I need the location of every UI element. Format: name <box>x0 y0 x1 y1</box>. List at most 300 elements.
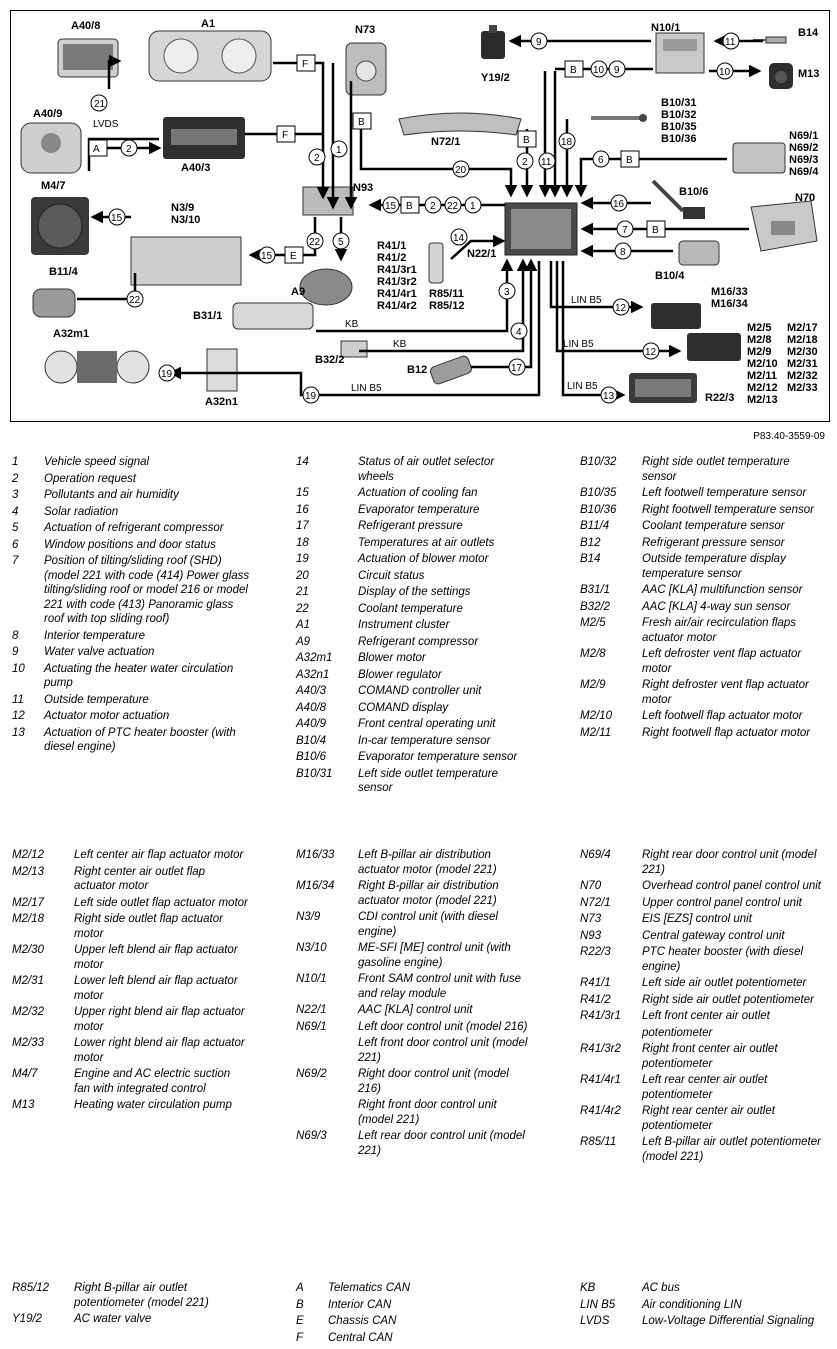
label-m47: M4/7 <box>41 180 66 192</box>
signal-2-c: 2 <box>522 157 528 168</box>
legend-description: Actuating the heater water circulation pump <box>44 662 234 689</box>
component-m13 <box>769 63 793 89</box>
legend-description: Vehicle speed signal <box>44 456 150 468</box>
component-b12 <box>429 355 473 386</box>
legend-key: M4/7 <box>12 1068 38 1080</box>
legend-key: B31/1 <box>580 584 611 596</box>
legend-item <box>296 750 533 765</box>
legend-item <box>12 1281 249 1310</box>
legend-key: B32/2 <box>580 600 611 613</box>
component-r223 <box>629 373 697 403</box>
legend-description: Left door control unit (model 216) <box>358 1020 528 1033</box>
label-a1: A1 <box>201 18 216 30</box>
legend-item <box>580 678 827 707</box>
legend-description: Display of the settings <box>358 586 471 598</box>
legend-description: Interior CAN <box>328 1298 392 1311</box>
legend-description: Window positions and door status <box>44 538 216 551</box>
signal-1-a: 1 <box>336 145 342 156</box>
legend-item <box>580 616 827 645</box>
signal-12-a: 12 <box>615 303 627 314</box>
legend-description: Engine and AC electric suction fan with integrated control <box>74 1068 231 1095</box>
component-n70 <box>751 201 817 251</box>
legend-description: Left B-pillar air distribution actuator motor (model 221) <box>358 849 497 876</box>
label-n692: N69/2 <box>789 142 819 154</box>
legend-description: Right rear center air outlet potentiometer <box>642 1105 775 1132</box>
legend-item <box>580 896 827 911</box>
legend-description: Right center air outlet flap actuator motor <box>74 865 206 892</box>
component-b31-1 <box>233 303 313 329</box>
legend-item <box>580 709 827 724</box>
legend-key: B10/4 <box>296 734 327 747</box>
component-a32n1 <box>207 349 237 391</box>
signal-10-a: 10 <box>593 65 605 76</box>
signal-13: 13 <box>603 391 615 402</box>
legend-description: Front central operating unit <box>358 718 496 730</box>
legend-key: A40/3 <box>296 685 327 697</box>
legend-description: Front SAM control unit with fuse and relay module <box>358 973 521 1000</box>
legend-description: Telematics CAN <box>328 1282 411 1294</box>
legend-item <box>296 972 533 1001</box>
wire-label-lin-1: LIN B5 <box>571 295 602 306</box>
label-m28: M2/8 <box>747 334 772 346</box>
legend-description: Low-Voltage Differential Signaling <box>642 1315 815 1327</box>
component-n721 <box>399 113 521 135</box>
signal-22-a: 22 <box>447 201 459 212</box>
legend-block <box>580 848 827 1166</box>
wire-label-kb-1: KB <box>345 319 359 330</box>
legend-key: 5 <box>12 522 19 534</box>
legend-item <box>580 519 827 534</box>
legend-item <box>12 505 254 520</box>
legend-item <box>296 503 533 518</box>
legend-description: Instrument cluster <box>358 619 450 631</box>
legend-description: Right rear door control unit (model 221) <box>642 849 817 876</box>
label-m230: M2/30 <box>787 346 818 358</box>
component-n101 <box>656 33 704 73</box>
legend-description: Actuation of blower motor <box>358 553 489 565</box>
legend-item <box>12 645 254 660</box>
legend-item <box>580 1298 832 1313</box>
component-r8511 <box>429 243 443 283</box>
legend-item <box>296 1020 533 1035</box>
label-m231: M2/31 <box>787 358 818 370</box>
legend-item <box>580 536 827 551</box>
signal-11-b: 11 <box>725 37 736 48</box>
legend-key: R41/1 <box>580 977 611 989</box>
label-r8511: R85/11 <box>429 288 464 300</box>
legend-description: Left B-pillar air outlet potentiometer (model 221) <box>642 1136 821 1163</box>
legend-key: M2/17 <box>12 896 44 909</box>
legend-key: B10/35 <box>580 487 617 499</box>
legend-item <box>296 552 533 567</box>
legend-key: 12 <box>12 710 25 722</box>
legend-item <box>12 709 254 724</box>
label-a32m1: A32m1 <box>53 328 90 340</box>
legend-description: PTC heater booster (with diesel engine) <box>642 946 804 973</box>
bus-tag-b-2: B <box>523 135 530 146</box>
legend-item <box>296 618 533 633</box>
legend-item <box>12 896 249 911</box>
legend-key: A32m1 <box>296 652 333 664</box>
label-n693: N69/3 <box>789 154 819 166</box>
legend-item <box>12 488 254 503</box>
legend-description: AAC [KLA] multifunction sensor <box>642 584 803 596</box>
legend-key: 11 <box>12 693 24 706</box>
label-b1031: B10/31 <box>661 97 697 109</box>
legend-block <box>12 848 249 1115</box>
legend-description: AAC [KLA] 4-way sun sensor <box>642 600 791 613</box>
legend-description: Left front door control unit (model 221) <box>358 1037 528 1064</box>
legend-key: 22 <box>296 602 309 615</box>
label-b12: B12 <box>407 364 428 376</box>
diagram-canvas <box>11 11 829 421</box>
legend-description: Lower right blend air flap actuator motor <box>74 1037 245 1064</box>
legend-item <box>296 1314 503 1329</box>
legend-key: N69/4 <box>580 849 611 861</box>
component-n69 <box>733 143 785 173</box>
component-a9 <box>300 269 352 305</box>
legend-item <box>296 1036 533 1065</box>
legend-description: Left side outlet temperature sensor <box>358 767 498 794</box>
legend-description: Lower left blend air flap actuator motor <box>74 975 238 1002</box>
legend-key: N3/10 <box>296 942 327 954</box>
signal-19-a: 19 <box>161 369 173 380</box>
legend-description: Actuation of PTC heater booster (with diesel engine) <box>44 726 236 753</box>
legend-key: N73 <box>580 913 602 925</box>
label-n93: N93 <box>353 182 374 194</box>
label-r413r2: R41/3r2 <box>377 276 417 288</box>
legend-item <box>12 1067 249 1096</box>
legend-description: Chassis CAN <box>328 1315 397 1327</box>
component-n39 <box>131 237 241 285</box>
legend-item <box>296 879 533 908</box>
legend-description: Left side air outlet potentiometer <box>642 977 807 989</box>
legend-item <box>580 945 827 974</box>
label-m210: M2/10 <box>747 358 778 370</box>
label-a409: A40/9 <box>33 108 63 120</box>
legend-item <box>580 1042 827 1071</box>
legend-key: M2/13 <box>12 865 44 878</box>
legend-item <box>296 1129 533 1158</box>
legend-description: Right side air outlet potentiometer <box>642 993 814 1006</box>
legend-item <box>12 472 254 487</box>
signal-5: 5 <box>338 237 344 248</box>
legend-item <box>580 912 827 927</box>
component-b11-4 <box>33 289 75 317</box>
wire-label-kb-2: KB <box>393 339 407 350</box>
signal-22-b: 22 <box>309 237 321 248</box>
legend-description: Right side outlet flap actuator motor <box>74 913 223 940</box>
legend-key: R85/11 <box>580 1136 617 1148</box>
legend-item <box>296 910 533 939</box>
legend-description: Solar radiation <box>44 505 119 518</box>
legend-description: Outside temperature display temperature sensor <box>642 553 786 580</box>
legend-description: Right footwell temperature sensor <box>642 503 814 516</box>
legend-key: M2/11 <box>580 726 612 739</box>
legend-item <box>580 503 827 518</box>
legend-key: B12 <box>580 536 601 549</box>
legend-key: R41/2 <box>580 993 611 1006</box>
signal-22-c: 22 <box>129 295 141 306</box>
legend-description: Outside temperature <box>44 693 149 706</box>
label-n221: N22/1 <box>467 248 497 260</box>
legend-description: Water valve actuation <box>44 646 155 658</box>
legend-key: A32n1 <box>296 668 330 681</box>
legend-description: Right front center air outlet potentiometer <box>642 1043 778 1070</box>
legend-key: R41/4r1 <box>580 1074 621 1086</box>
legend-item <box>580 455 827 484</box>
legend-item <box>12 1098 249 1113</box>
bus-tag-b-3: B <box>570 65 577 76</box>
legend-description: Interior temperature <box>44 629 145 642</box>
legend-key: LVDS <box>580 1315 610 1327</box>
legend-item <box>296 519 533 534</box>
signal-20: 20 <box>455 165 467 176</box>
legend-key <box>296 1098 358 1127</box>
label-r412: R41/2 <box>377 252 407 264</box>
legend-item <box>580 929 827 944</box>
legend-key: R41/3r2 <box>580 1043 621 1055</box>
legend-item <box>580 486 827 501</box>
label-m13: M13 <box>798 68 820 80</box>
legend-item <box>580 1026 827 1041</box>
signal-8: 8 <box>620 247 626 258</box>
legend-key: KB <box>580 1282 596 1294</box>
component-a1 <box>149 31 271 81</box>
component-n221 <box>505 203 577 255</box>
legend-item <box>12 662 254 691</box>
legend-item <box>580 1104 827 1133</box>
legend-item <box>12 554 254 627</box>
legend-item <box>296 717 533 732</box>
label-n101: N10/1 <box>651 22 681 34</box>
legend-item <box>580 976 827 991</box>
legend-item <box>580 879 827 894</box>
legend-key: A9 <box>296 635 311 648</box>
bus-tag-f-1: F <box>302 59 309 70</box>
legend-description: COMAND display <box>358 701 449 714</box>
legend-key: M2/30 <box>12 944 44 956</box>
label-m1634: M16/34 <box>711 298 748 310</box>
signal-2-d: 2 <box>430 201 436 212</box>
legend-key: 6 <box>12 538 19 551</box>
legend-description: Status of air outlet selector wheels <box>358 456 495 483</box>
legend-description: Left footwell temperature sensor <box>642 487 807 499</box>
legend-description: In-car temperature sensor <box>358 734 491 747</box>
legend-description: Operation request <box>44 472 137 485</box>
legend-description: AC bus <box>642 1282 680 1294</box>
legend-key: R41/4r2 <box>580 1105 621 1117</box>
signal-14: 14 <box>453 233 465 244</box>
label-n694: N69/4 <box>789 166 819 178</box>
bus-tag-b-6: B <box>652 225 659 236</box>
legend-description: EIS [EZS] control unit <box>642 913 752 925</box>
legend-key: N69/3 <box>296 1130 327 1142</box>
legend-item <box>12 943 249 972</box>
label-n39: N3/9 <box>171 202 195 214</box>
signal-19-b: 19 <box>305 391 317 402</box>
legend-key: 4 <box>12 505 19 518</box>
legend-item <box>12 726 254 755</box>
legend-key: B10/31 <box>296 767 333 780</box>
label-m29: M2/9 <box>747 346 772 358</box>
legend-item <box>296 701 533 716</box>
label-b14: B14 <box>798 27 819 39</box>
signal-4: 4 <box>516 327 522 338</box>
legend-description: Right B-pillar air distribution actuator motor (model 221) <box>358 880 499 907</box>
label-y192: Y19/2 <box>481 72 510 84</box>
legend-description: Right front door control unit (model 221) <box>358 1099 497 1126</box>
legend-description: potentiometer <box>642 1026 713 1039</box>
component-a409 <box>21 123 81 173</box>
legend-item <box>580 1314 832 1329</box>
legend-description: COMAND controller unit <box>358 685 482 697</box>
legend-item <box>296 585 533 600</box>
bus-tag-b-5: B <box>406 201 413 212</box>
legend-item <box>580 1135 827 1164</box>
legend-item <box>296 941 533 970</box>
legend-item <box>296 569 533 584</box>
signal-9-b: 9 <box>614 65 620 76</box>
legend-description: Overhead control panel control unit <box>642 880 821 892</box>
label-b1032: B10/32 <box>661 109 697 121</box>
legend-description: Refrigerant pressure <box>358 520 463 532</box>
legend-description: AAC [KLA] control unit <box>358 1004 473 1016</box>
legend-description: Upper left blend air flap actuator motor <box>74 944 238 971</box>
legend-description: Coolant temperature <box>358 602 463 615</box>
legend-description: Air conditioning LIN <box>642 1298 742 1311</box>
legend-description: Actuator motor actuation <box>44 710 170 722</box>
label-r411: R41/1 <box>377 240 407 252</box>
label-b322: B32/2 <box>315 354 345 366</box>
label-m25: M2/5 <box>747 322 772 334</box>
legend-key: N93 <box>580 929 602 942</box>
label-b311: B31/1 <box>193 310 223 322</box>
legend-key: 17 <box>296 520 309 532</box>
label-m213: M2/13 <box>747 394 778 406</box>
label-r414r1: R41/4r1 <box>377 288 417 300</box>
legend-key: 14 <box>296 456 309 468</box>
legend-description: Right footwell flap actuator motor <box>642 726 811 739</box>
signal-2-b: 2 <box>314 153 320 164</box>
legend-key: M2/18 <box>12 913 44 925</box>
component-m47 <box>31 197 89 255</box>
legend-key: 9 <box>12 646 19 658</box>
legend-description: Right side outlet temperature sensor <box>642 456 790 483</box>
label-n721: N72/1 <box>431 136 461 148</box>
legend-key: 16 <box>296 503 309 516</box>
legend-description: Blower regulator <box>358 668 442 681</box>
legend-description: Position of tilting/sliding roof (SHD) (model 221 with code (414) Power glass tilting/sliding roof or model 216 or model 221 with code (413) Panoramic glass roof with top sliding roof) <box>44 555 250 625</box>
legend-key: 21 <box>296 586 309 598</box>
legend-key: N10/1 <box>296 973 327 985</box>
label-b104: B10/4 <box>655 270 685 282</box>
legend-description: Refrigerant pressure sensor <box>642 536 785 549</box>
legend-item <box>296 848 533 877</box>
legend-item <box>580 583 827 598</box>
legend-item <box>12 629 254 644</box>
signal-6: 6 <box>598 155 604 166</box>
legend-item <box>12 1036 249 1065</box>
label-n70: N70 <box>795 192 816 204</box>
legend-key: 2 <box>12 472 19 485</box>
signal-17: 17 <box>511 363 523 374</box>
legend-block <box>12 455 254 757</box>
label-m233: M2/33 <box>787 382 818 394</box>
legend-key: A40/8 <box>296 701 327 714</box>
legend-key: M2/8 <box>580 648 606 660</box>
legend-key <box>296 1036 358 1065</box>
legend-item <box>296 767 533 796</box>
signal-15-c: 15 <box>111 213 123 224</box>
label-r8512: R85/12 <box>429 300 465 312</box>
legend-description: Upper control panel control unit <box>642 896 802 909</box>
legend-description: Temperatures at air outlets <box>358 536 495 549</box>
legend-item <box>296 651 533 666</box>
legend-key: M16/34 <box>296 880 335 892</box>
legend-key: A <box>296 1282 304 1294</box>
legend-item <box>296 455 533 484</box>
legend-item <box>296 734 533 749</box>
signal-7: 7 <box>622 225 628 236</box>
legend-description: Pollutants and air humidity <box>44 489 179 501</box>
legend-key: B11/4 <box>580 520 610 532</box>
component-b10-31 <box>591 114 647 122</box>
legend-description: Coolant temperature sensor <box>642 520 785 532</box>
legend-key: N69/1 <box>296 1020 327 1033</box>
signal-3: 3 <box>504 287 510 298</box>
legend-key: 8 <box>12 629 19 642</box>
legend-description: Left rear door control unit (model 221) <box>358 1130 525 1157</box>
legend-item <box>580 726 827 741</box>
legend-item <box>296 1298 503 1313</box>
component-n93 <box>303 187 353 215</box>
legend-description: Heating water circulation pump <box>74 1099 232 1111</box>
legend-key: 10 <box>12 662 25 675</box>
legend-item <box>12 974 249 1003</box>
legend-block <box>296 455 533 798</box>
label-m1633: M16/33 <box>711 286 748 298</box>
legend-description: Left center air flap actuator motor <box>74 849 244 861</box>
legend-description: Left front center air outlet <box>642 1010 770 1022</box>
component-b32-2 <box>341 341 367 357</box>
legend-item <box>12 848 249 863</box>
legend-item <box>296 668 533 683</box>
legend-description: Fresh air/air recirculation flaps actuator motor <box>642 617 797 644</box>
legend-description: Central gateway control unit <box>642 929 785 942</box>
label-n73: N73 <box>355 24 376 36</box>
legend-key: R41/3r1 <box>580 1010 621 1022</box>
label-r223: R22/3 <box>705 392 735 404</box>
legend-key <box>580 1026 642 1041</box>
label-a403: A40/3 <box>181 162 211 174</box>
component-a403 <box>163 117 245 159</box>
label-a408: A40/8 <box>71 20 101 32</box>
legend-description: Upper right blend air flap actuator motor <box>74 1006 245 1033</box>
legend-key: M16/33 <box>296 849 335 861</box>
legend-item <box>296 1098 533 1127</box>
wiring-diagram <box>10 10 830 422</box>
legend-item <box>296 1067 533 1096</box>
label-m211: M2/11 <box>747 370 777 382</box>
legend-description: Right door control unit (model 216) <box>358 1068 509 1095</box>
signal-16: 16 <box>613 199 625 210</box>
legend-description: Left defroster vent flap actuator motor <box>642 648 802 675</box>
legend-description: Actuation of cooling fan <box>358 487 478 499</box>
legend-key: A1 <box>296 619 311 631</box>
legend-item <box>296 635 533 650</box>
legend-key: M2/9 <box>580 679 606 691</box>
